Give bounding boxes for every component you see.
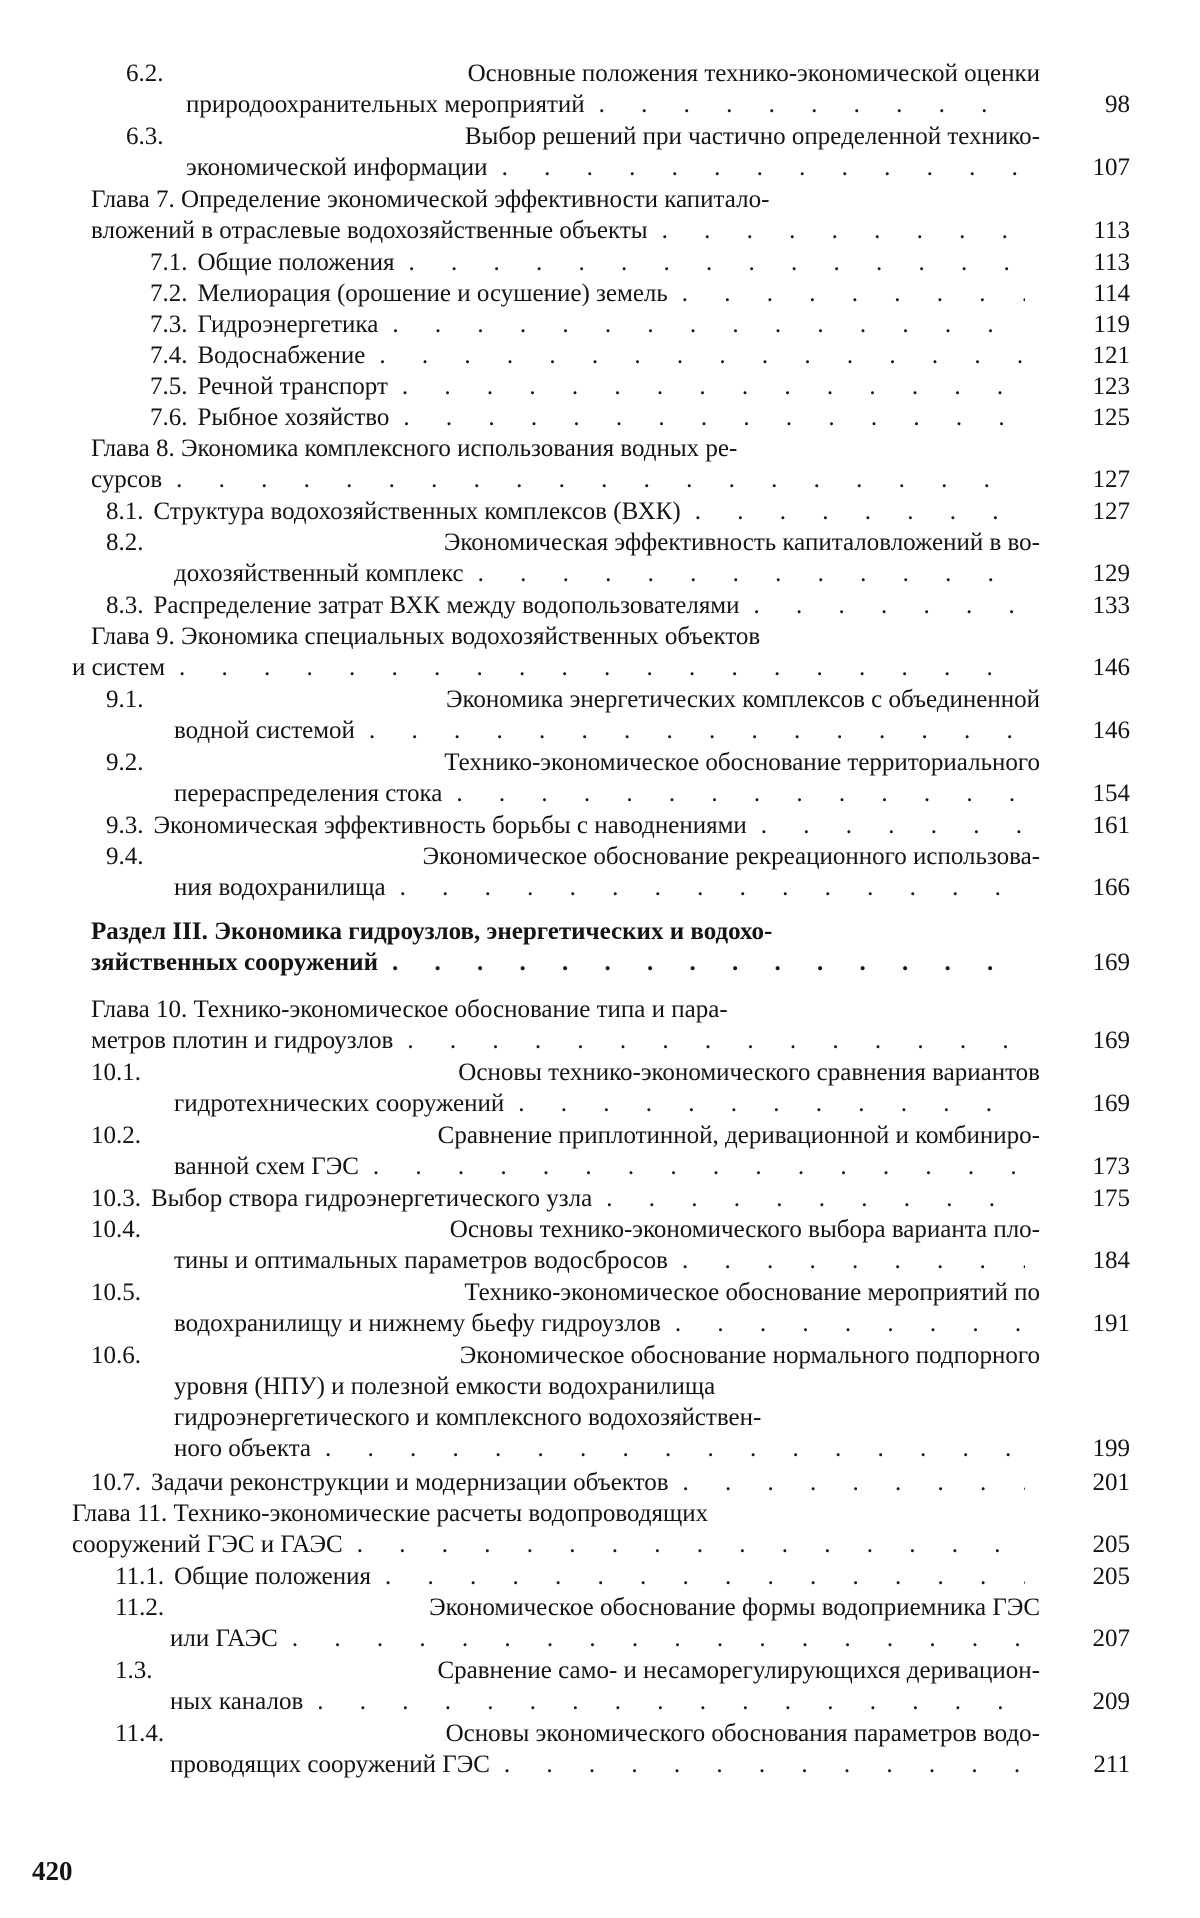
toc-entry-line bbox=[150, 278, 1025, 310]
toc-entry-number: 10.4. bbox=[91, 1216, 141, 1243]
toc-entry-text: вложений в отраслевые водохозяйственные объекты bbox=[91, 217, 648, 244]
toc-entry-text: перераспределения стока bbox=[174, 780, 443, 807]
toc-page-number: 127 bbox=[1092, 466, 1130, 493]
toc-entry-number: 7.5. bbox=[150, 373, 188, 400]
toc-entry-number: 7.2. bbox=[150, 280, 188, 307]
toc-entry-number: 11.4. bbox=[115, 1720, 165, 1747]
toc-page-number: 201 bbox=[1092, 1469, 1130, 1496]
toc-entry-line bbox=[72, 652, 1025, 684]
toc-entry-number: 7.3. bbox=[150, 311, 188, 338]
dot-leader bbox=[456, 778, 1025, 810]
toc-page-number: 209 bbox=[1092, 1688, 1130, 1715]
toc-entry-text: Распределение затрат ВХК между водопользователями bbox=[153, 592, 740, 619]
toc-entry-text: ных каналов bbox=[170, 1688, 304, 1715]
toc-entry-line bbox=[106, 747, 1040, 779]
toc-page-number: 199 bbox=[1092, 1435, 1130, 1462]
toc-entry-line bbox=[106, 496, 1025, 528]
dot-leader bbox=[407, 1025, 1025, 1057]
toc-entry-text: Водоснабжение bbox=[197, 342, 366, 369]
toc-entry-text: Глава 9. Экономика специальных водохозяйственных объектов bbox=[91, 623, 761, 650]
toc-entry-text: сурсов bbox=[91, 466, 163, 493]
toc-entry-line bbox=[115, 1561, 1025, 1593]
toc-page-number: 191 bbox=[1092, 1310, 1130, 1337]
dot-leader bbox=[599, 89, 1025, 121]
toc-entry-line bbox=[174, 1402, 1040, 1434]
toc-entry-line bbox=[91, 1057, 1040, 1089]
dot-leader bbox=[478, 558, 1025, 590]
dot-leader bbox=[392, 309, 1025, 341]
toc-entry-number: 11.1. bbox=[115, 1563, 165, 1590]
toc-entry-text: гидротехнических сооружений bbox=[174, 1090, 505, 1117]
toc-entry-number: 7.1. bbox=[150, 249, 188, 276]
toc-entry-text: Технико-экономическое обоснование территориального bbox=[444, 749, 1040, 776]
toc-entry-text: Задачи реконструкции и модернизации объектов bbox=[151, 1469, 669, 1496]
toc-entry-number: 6.3. bbox=[126, 123, 164, 150]
toc-entry-number: 10.3. bbox=[91, 1185, 141, 1212]
toc-page-number: 107 bbox=[1092, 154, 1130, 181]
toc-entry-number: 7.6. bbox=[150, 404, 188, 431]
toc-entry-line bbox=[126, 58, 1040, 90]
dot-leader bbox=[606, 1183, 1025, 1215]
toc-entry-text: сооружений ГЭС и ГАЭС bbox=[72, 1531, 343, 1558]
toc-page-number: 184 bbox=[1092, 1247, 1130, 1274]
toc-entry-line bbox=[186, 152, 1025, 184]
dot-leader bbox=[403, 402, 1025, 434]
toc-entry-line bbox=[91, 1340, 1040, 1372]
toc-entry-number: 10.5. bbox=[91, 1279, 141, 1306]
toc-entry-line bbox=[174, 1433, 1025, 1465]
toc-entry-text: Глава 11. Технико-экономические расчеты водопроводящих bbox=[72, 1500, 709, 1527]
toc-entry-text: Выбор решений при частично определенной технико- bbox=[464, 123, 1040, 150]
toc-page-number: 119 bbox=[1093, 311, 1130, 338]
toc-page-number: 125 bbox=[1092, 404, 1130, 431]
dot-leader bbox=[369, 715, 1025, 747]
toc-page-number: 166 bbox=[1092, 874, 1130, 901]
toc-entry-text: тины и оптимальных параметров водосбросов bbox=[174, 1247, 668, 1274]
toc-entry-line bbox=[174, 558, 1025, 590]
toc-entry-text: Мелиорация (орошение и осушение) земель bbox=[197, 280, 668, 307]
toc-entry-line bbox=[150, 309, 1025, 341]
toc-entry-line bbox=[91, 215, 1025, 247]
dot-leader bbox=[761, 810, 1025, 842]
dot-leader bbox=[695, 496, 1025, 528]
toc-entry-number: 8.1. bbox=[106, 498, 144, 525]
toc-entry-line bbox=[174, 872, 1025, 904]
dot-leader bbox=[317, 1686, 1025, 1718]
toc-entry-line bbox=[174, 778, 1025, 810]
toc-entry-number: 9.2. bbox=[106, 749, 144, 776]
dot-leader bbox=[683, 1467, 1025, 1499]
toc-entry-line bbox=[106, 841, 1040, 873]
toc-entry-text: Выбор створа гидроэнергетического узла bbox=[151, 1185, 593, 1212]
toc-entry-line bbox=[91, 184, 1040, 216]
dot-leader bbox=[682, 1245, 1025, 1277]
toc-entry-text: природоохранительных мероприятий bbox=[186, 91, 585, 118]
toc-entry-line bbox=[150, 247, 1025, 279]
dot-leader bbox=[675, 1308, 1025, 1340]
toc-page-number: 113 bbox=[1093, 249, 1130, 276]
toc-entry-line bbox=[115, 1718, 1040, 1750]
toc-entry-text: ния водохранилища bbox=[174, 874, 386, 901]
toc-page-number: 169 bbox=[1092, 1090, 1130, 1117]
toc-entry-number: 1.3. bbox=[115, 1657, 153, 1684]
toc-entry-text: Экономическое обоснование нормального подпорного bbox=[459, 1342, 1040, 1369]
dot-leader bbox=[400, 872, 1025, 904]
toc-entry-number: 10.6. bbox=[91, 1342, 141, 1369]
toc-page-number: 175 bbox=[1092, 1185, 1130, 1212]
toc-page-number: 205 bbox=[1092, 1531, 1130, 1558]
toc-entry-text: Речной транспорт bbox=[197, 373, 388, 400]
toc-entry-number: 11.2. bbox=[115, 1594, 165, 1621]
toc-entry-text: гидроэнергетического и комплексного водохозяйствен- bbox=[174, 1404, 762, 1431]
toc-entry-line bbox=[106, 810, 1025, 842]
dot-leader bbox=[385, 1561, 1025, 1593]
dot-leader bbox=[402, 371, 1025, 403]
toc-entry-line bbox=[150, 340, 1025, 372]
toc-page-number: 133 bbox=[1092, 592, 1130, 619]
toc-page-number: 129 bbox=[1092, 560, 1130, 587]
toc-entry-line bbox=[170, 1623, 1025, 1655]
toc-entry-text: Глава 10. Технико-экономическое обоснование типа и пара- bbox=[91, 996, 728, 1023]
toc-entry-text: уровня (НПУ) и полезной емкости водохранилища bbox=[174, 1373, 716, 1400]
toc-entry-number: 9.3. bbox=[106, 812, 144, 839]
toc-entry-line bbox=[174, 1308, 1025, 1340]
toc-entry-text: Сравнение приплотинной, деривационной и комбиниро- bbox=[437, 1122, 1040, 1149]
dot-leader bbox=[379, 340, 1025, 372]
toc-entry-line bbox=[106, 527, 1040, 559]
toc-entry-text: Основы технико-экономического выбора варианта пло- bbox=[449, 1216, 1040, 1243]
toc-entry-line bbox=[174, 1371, 1040, 1403]
toc-entry-line bbox=[72, 1498, 1040, 1530]
toc-entry-text: Экономическое обоснование формы водоприемника ГЭС bbox=[429, 1594, 1040, 1621]
toc-entry-line bbox=[174, 1245, 1025, 1277]
toc-entry-text: Сравнение само- и несаморегулирующихся деривацион- bbox=[437, 1657, 1040, 1684]
toc-entry-number: 8.2. bbox=[106, 529, 144, 556]
toc-entry-line bbox=[91, 1120, 1040, 1152]
toc-entry-line bbox=[174, 715, 1025, 747]
toc-entry-line bbox=[106, 590, 1025, 622]
toc-page-number: 207 bbox=[1092, 1625, 1130, 1652]
toc-page-number: 121 bbox=[1092, 342, 1130, 369]
page-number: 420 bbox=[32, 1856, 73, 1886]
toc-page-number: 114 bbox=[1093, 280, 1130, 307]
toc-entry-text: Экономическая эффективность борьбы с наводнениями bbox=[153, 812, 747, 839]
toc-entry-text: Раздел III. Экономика гидроузлов, энергетических и водохо- bbox=[91, 918, 773, 945]
toc-entry-text: водохранилищу и нижнему бьефу гидроузлов bbox=[174, 1310, 661, 1337]
toc-entry-line bbox=[91, 1467, 1025, 1499]
toc-entry-text: проводящих сооружений ГЭС bbox=[170, 1751, 490, 1778]
toc-entry-number: 9.4. bbox=[106, 843, 144, 870]
dot-leader bbox=[357, 1529, 1025, 1561]
toc-entry-line bbox=[170, 1686, 1025, 1718]
toc-entry-number: 8.3. bbox=[106, 592, 144, 619]
toc-entry-line bbox=[126, 121, 1040, 153]
toc-page-number: 173 bbox=[1092, 1153, 1130, 1180]
toc-entry-text: и систем bbox=[72, 654, 166, 681]
toc-entry-line bbox=[91, 464, 1025, 496]
toc-entry-text: Рыбное хозяйство bbox=[197, 404, 390, 431]
dot-leader bbox=[408, 247, 1025, 279]
toc-entry-line bbox=[106, 684, 1040, 716]
toc-entry-line bbox=[91, 1183, 1025, 1215]
toc-page-number: 154 bbox=[1092, 780, 1130, 807]
toc-entry-text: водной системой bbox=[174, 717, 355, 744]
toc-entry-text: Основы технико-экономического сравнения вариантов bbox=[458, 1059, 1040, 1086]
toc-entry-text: экономической информации bbox=[186, 154, 488, 181]
dot-leader bbox=[518, 1088, 1025, 1120]
toc-entry-text: Технико-экономическое обоснование мероприятий по bbox=[464, 1279, 1040, 1306]
toc-page-number: 211 bbox=[1093, 1751, 1130, 1778]
toc-entry-text: Экономическое обоснование рекреационного использова- bbox=[422, 843, 1040, 870]
toc-entry-line bbox=[115, 1592, 1040, 1624]
toc-entry-line bbox=[170, 1749, 1025, 1781]
toc-entry-text: Основы экономического обоснования параметров водо- bbox=[445, 1720, 1040, 1747]
toc-entry-line bbox=[91, 1277, 1040, 1309]
toc-entry-line bbox=[186, 89, 1025, 121]
dot-leader bbox=[754, 590, 1025, 622]
dot-leader bbox=[504, 1749, 1025, 1781]
toc-entry-text: зяйственных сооружений bbox=[91, 949, 378, 976]
toc-entry-line bbox=[91, 916, 1040, 948]
toc-page-number: 169 bbox=[1092, 949, 1130, 976]
toc-entry-line bbox=[91, 433, 1040, 465]
toc-entry-number: 10.2. bbox=[91, 1122, 141, 1149]
toc-entry-line bbox=[174, 1088, 1025, 1120]
toc-entry-text: ванной схем ГЭС bbox=[174, 1153, 359, 1180]
toc-entry-number: 7.4. bbox=[150, 342, 188, 369]
toc-entry-text: Экономическая эффективность капиталовложений в во- bbox=[443, 529, 1040, 556]
dot-leader bbox=[662, 215, 1025, 247]
toc-entry-text: Общие положения bbox=[197, 249, 395, 276]
toc-page-number: 113 bbox=[1093, 217, 1130, 244]
toc-page-number: 205 bbox=[1092, 1563, 1130, 1590]
toc-entry-text: Экономика энергетических комплексов с объединенной bbox=[446, 686, 1040, 713]
toc-entry-line bbox=[91, 621, 1040, 653]
toc-page-number: 127 bbox=[1092, 498, 1130, 525]
dot-leader bbox=[502, 152, 1025, 184]
toc-entry-line bbox=[91, 994, 1040, 1026]
toc-entry-text: Общие положения bbox=[174, 1563, 372, 1590]
toc-entry-line bbox=[150, 371, 1025, 403]
dot-leader bbox=[373, 1151, 1025, 1183]
toc-entry-line bbox=[150, 402, 1025, 434]
toc-entry-text: или ГАЭС bbox=[170, 1625, 278, 1652]
toc-entry-text: ного объекта bbox=[174, 1435, 312, 1462]
dot-leader bbox=[392, 947, 1025, 979]
toc-entry-line bbox=[115, 1655, 1040, 1687]
toc-entry-text: Глава 7. Определение экономической эффективности капитало- bbox=[91, 186, 770, 213]
dot-leader bbox=[176, 464, 1025, 496]
toc-entry-number: 10.7. bbox=[91, 1469, 141, 1496]
toc-page-number: 98 bbox=[1105, 91, 1130, 118]
dot-leader bbox=[292, 1623, 1025, 1655]
toc-entry-line bbox=[91, 1214, 1040, 1246]
toc-entry-text: метров плотин и гидроузлов bbox=[91, 1027, 394, 1054]
toc-page-number: 146 bbox=[1092, 654, 1130, 681]
toc-entry-number: 6.2. bbox=[126, 60, 164, 87]
dot-leader bbox=[179, 652, 1025, 684]
toc-entry-number: 10.1. bbox=[91, 1059, 141, 1086]
toc-entry-text: Гидроэнергетика bbox=[197, 311, 379, 338]
dot-leader bbox=[325, 1433, 1025, 1465]
toc-entry-text: Глава 8. Экономика комплексного использования водных ре- bbox=[91, 435, 738, 462]
toc-entry-text: Основные положения технико-экономической оценки bbox=[467, 60, 1040, 87]
dot-leader bbox=[682, 278, 1025, 310]
toc-page-number: 161 bbox=[1092, 812, 1130, 839]
toc-entry-line bbox=[91, 947, 1025, 979]
toc-entry-line bbox=[72, 1529, 1025, 1561]
toc-entry-text: Структура водохозяйственных комплексов (ВХК) bbox=[153, 498, 681, 525]
toc-entry-number: 9.1. bbox=[106, 686, 144, 713]
toc-entry-text: дохозяйственный комплекс bbox=[174, 560, 464, 587]
toc-entry-line bbox=[174, 1151, 1025, 1183]
toc-entry-line bbox=[91, 1025, 1025, 1057]
toc-page-number: 146 bbox=[1092, 717, 1130, 744]
toc-page-number: 169 bbox=[1092, 1027, 1130, 1054]
toc-page-number: 123 bbox=[1092, 373, 1130, 400]
